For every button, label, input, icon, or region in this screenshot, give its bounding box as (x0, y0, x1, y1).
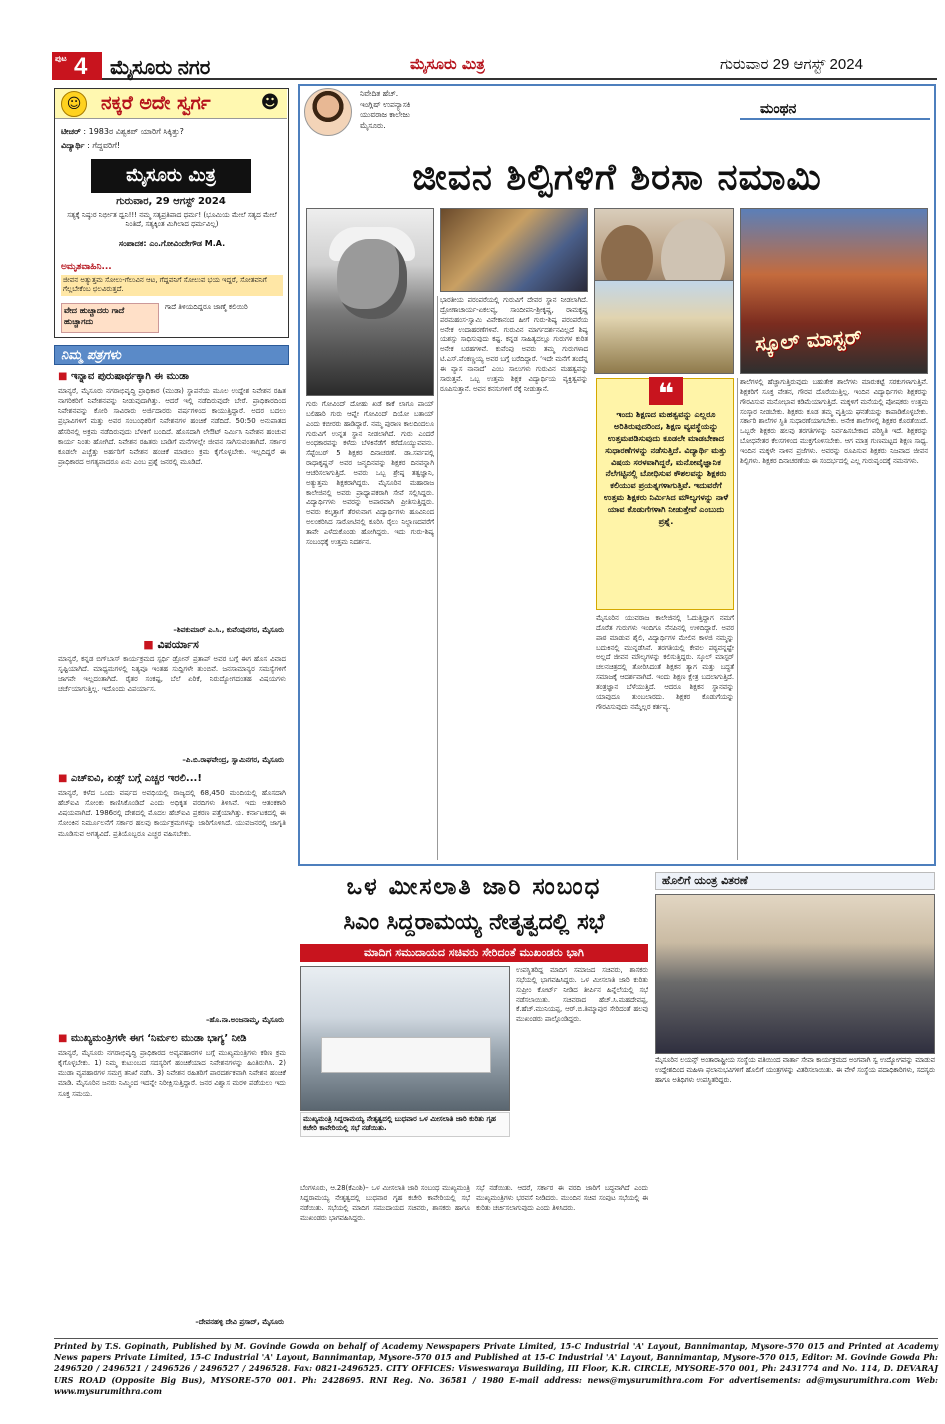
humor-box (54, 88, 289, 338)
column-divider (737, 378, 738, 860)
q-text: 1983ರ ವಿಶ್ವಕಪ್ ಯಾರಿಗೆ ಸಿಕ್ಕಿತ್ತು? (88, 127, 184, 136)
article-column-2: ಭಾರತೀಯ ಪರಂಪರೆಯಲ್ಲಿ ಗುರುವಿಗೆ ದೇವರ ಸ್ಥಾನ ನೀಡಲಾಗಿದೆ. ದ್ರೋಣಾಚಾರ್ಯ-ಏಕಲವ್ಯ, ಸಾಂದೀಪನಿ-ಶ್ರೀಕೃಷ್ಣ, ರಾಮಕೃಷ್ಣ ಪರಮಹಂಸ-ಸ್ವಾಮಿ ವಿವೇಕಾನಂದ ಹೀಗೆ ಗುರು-ಶಿಷ್ಯ ಪರಂಪರೆಯ ಅನೇಕ ಉದಾಹರಣೆಗಳಿವೆ. ಗುರುವಿನ ಮಾರ್ಗದರ್ಶನವಿಲ್ಲದೆ ಶಿಷ್ಯ ಯಶಸ್ಸು ಸಾಧಿಸುವುದು ಕಷ್ಟ. ಕನ್ನಡ ಸಾಹಿತ್ಯದಲ್ಲೂ ಗುರುಗಳ ಕುರಿತ ಅನೇಕ ಬರಹಗಳಿವೆ. ಕುವೆಂಪು ಅವರು ತಮ್ಮ ಗುರುಗಳಾದ ಟಿ.ಎಸ್.ವೆಂಕಣ್ಣಯ್ಯ ಅವರ ಬಗ್ಗೆ ಬರೆದಿದ್ದಾರೆ. ‘ಇದೇ ಮನೆಗೆ ತಂದೆನ್ನ ಈ ವ್ಯಾಸ ನಾನಾದೆ’ ಎಂಬ ಸಾಲುಗಳು ಗುರುವಿನ ಮಹತ್ವವನ್ನು ಸಾರುತ್ತವೆ. ಒಬ್ಬ ಉತ್ತಮ ಶಿಕ್ಷಕ ವಿದ್ಯಾರ್ಥಿಯ ವ್ಯಕ್ತಿತ್ವವನ್ನು ರೂಪಿಸುತ್ತಾನೆ. ಅವನ ಕನಸುಗಳಿಗೆ ರೆಕ್ಕೆ ನೀಡುತ್ತಾನೆ. (440, 296, 588, 393)
article-column-1: ಗುರು ಗೋವಿಂದ್ ದೋಹು ಖಡೆ ಕಾಕೆ ಲಾಗೂ ಪಾಯ್ ಬಲಿಹಾರಿ ಗುರು ಆಪ್ನೇ ಗೋವಿಂದ್ ದಿಯೋ ಬತಾಯ್ ಎಂದು ಕಬೀರರು ಹಾಡಿದ್ದಾರೆ. ನಮ್ಮ ಪುರಾಣ ಕಾಲದಿಂದಲೂ ಗುರುವಿಗೆ ಉನ್ನತ ಸ್ಥಾನ ನೀಡಲಾಗಿದೆ. ಗುರು ಎಂದರೆ ಅಂಧಕಾರವನ್ನು ಕಳೆದು ಬೆಳಕಿನೆಡೆಗೆ ಕರೆದೊಯ್ಯುವವನು. ಸೆಪ್ಟೆಂಬರ್ 5 ಶಿಕ್ಷಕರ ದಿನಾಚರಣೆ. ಡಾ.ಸರ್ವಪಲ್ಲಿ ರಾಧಾಕೃಷ್ಣನ್ ಅವರ ಜನ್ಮದಿನವನ್ನು ಶಿಕ್ಷಕರ ದಿನವನ್ನಾಗಿ ಆಚರಿಸಲಾಗುತ್ತಿದೆ. ಅವರು ಒಬ್ಬ ಶ್ರೇಷ್ಠ ತತ್ವಜ್ಞಾನಿ, ಅತ್ಯುತ್ತಮ ಶಿಕ್ಷಕರಾಗಿದ್ದರು. ಮೈಸೂರಿನ ಮಹಾರಾಜ ಕಾಲೇಜಿನಲ್ಲಿ ಅವರು ಪ್ರಾಧ್ಯಾಪಕರಾಗಿ ಸೇವೆ ಸಲ್ಲಿಸಿದ್ದರು. ವಿದ್ಯಾರ್ಥಿಗಳು ಅವರನ್ನು ಅಪಾರವಾಗಿ ಪ್ರೀತಿಸುತ್ತಿದ್ದರು. ಅವರು ಕಲ್ಕತ್ತಾಗೆ ತೆರಳುವಾಗ ವಿದ್ಯಾರ್ಥಿಗಳು ಹೂವಿನಿಂದ ಅಲಂಕರಿಸಿದ ಸಾರೋಟಿನಲ್ಲಿ ಕೂರಿಸಿ ರೈಲು ನಿಲ್ದಾಣದವರೆಗೆ ತಾವೇ ಎಳೆದುಕೊಂಡು ಹೋಗಿದ್ದರು. ಇದು ಗುರು-ಶಿಷ್ಯ ಸಂಬಂಧಕ್ಕೆ ಉತ್ತಮ ನಿದರ್ಶನ. (306, 400, 434, 546)
article-column-4: ಶಾಲೆಗಳಲ್ಲಿ ಹೆಚ್ಚಾಗುತ್ತಿರುವುದು ಬಹುತೇಕ ಶಾಲೆಗಳು ಮಾರುಕಟ್ಟೆ ಸರಕುಗಳಾಗುತ್ತಿವೆ. ಶಿಕ್ಷಕರಿಗೆ ಸೂಕ್ತ ವೇತನ, ಗೌರವ ದೊರೆಯುತ್ತಿಲ್ಲ. ಇಂದಿನ ವಿದ್ಯಾರ್ಥಿಗಳು ಶಿಕ್ಷಕರನ್ನು ಗೌರವಿಸುವ ಮನೋಭಾವ ಕಡಿಮೆಯಾಗುತ್ತಿದೆ. ಮಕ್ಕಳಿಗೆ ಮನೆಯಲ್ಲಿ ಪೋಷಕರು ಉತ್ತಮ ಸಂಸ್ಕಾರ ನೀಡಬೇಕು. ಶಿಕ್ಷಕರು ಕೂಡ ತಮ್ಮ ವೃತ್ತಿಯ ಘನತೆಯನ್ನು ಕಾಪಾಡಿಕೊಳ್ಳಬೇಕು. ಸರ್ಕಾರಿ ಶಾಲೆಗಳ ಸ್ಥಿತಿ ಸುಧಾರಣೆಯಾಗಬೇಕು. ಅನೇಕ ಶಾಲೆಗಳಲ್ಲಿ ಶಿಕ್ಷಕರ ಕೊರತೆಯಿದೆ. ಒಬ್ಬರೇ ಶಿಕ್ಷಕರು ಹಲವು ತರಗತಿಗಳನ್ನು ನಿರ್ವಹಿಸಬೇಕಾದ ಪರಿಸ್ಥಿತಿ ಇದೆ. ಶಿಕ್ಷಕರನ್ನು ಬೋಧನೇತರ ಕೆಲಸಗಳಿಂದ ಮುಕ್ತಗೊಳಿಸಬೇಕು. ಆಗ ಮಾತ್ರ ಗುಣಮಟ್ಟದ ಶಿಕ್ಷಣ ಸಾಧ್ಯ. ಇಂದಿನ ಮಕ್ಕಳೇ ನಾಳಿನ ಪ್ರಜೆಗಳು. ಅವರನ್ನು ರೂಪಿಸುವ ಶಿಕ್ಷಕರು ನಿಜವಾದ ಜೀವನ ಶಿಲ್ಪಿಗಳು. ಶಿಕ್ಷಕರ ದಿನಾಚರಣೆಯ ಈ ಸಂದರ್ಭದಲ್ಲಿ ಎಲ್ಲ ಗುರುವೃಂದಕ್ಕೆ ನಮನಗಳು. (740, 378, 928, 465)
letter-1-heading: ■ ಇನ್ನಾವ ಪುರುಷಾರ್ಥಕ್ಕಾಗಿ ಈ ಮುಡಾ (58, 370, 286, 384)
masthead: ಮೈಸೂರು ಮಿತ್ರ (410, 55, 485, 73)
story-headline-line-2: ಸಿಎಂ ಸಿದ್ದರಾಮಯ್ಯ ನೇತೃತ್ವದಲ್ಲಿ ಸಭೆ (343, 910, 605, 935)
story-column-c: ಸಭೆ ನಡೆಯಿತು. ಆದರೆ, ಸರ್ಕಾರ ಈ ವರದಿ ಜಾರಿಗೆ ಬದ್ಧವಾಗಿದೆ ಎಂದು ಮುಖ್ಯಮಂತ್ರಿಗಳು ಭರವಸೆ ನೀಡಿದರು. ಮುಂದಿನ ಸಚಿವ ಸಂಪುಟ ಸಭೆಯಲ್ಲಿ ಈ ಕುರಿತು ಚರ್ಚಿಸಲಾಗುವುದು ಎಂದು ತಿಳಿಸಿದರು. (476, 1184, 648, 1212)
letters-section-bar (54, 345, 289, 365)
author-photo (304, 88, 352, 136)
letter-3-body: ಮಾನ್ಯರೆ, ಕಳೆದ ಒಂದು ವರ್ಷದ ಅವಧಿಯಲ್ಲಿ ರಾಜ್ಯದಲ್ಲಿ 68,450 ಮಂದಿಯಲ್ಲಿ ಹೊಸದಾಗಿ ಹೆಚ್‌ಐವಿ ಸೋಂಕು ಕಾಣಿಸಿಕೊಂಡಿದೆ ಎಂದು ಅಧಿಕೃತ ವರದಿಗಳು ತಿಳಿಸಿವೆ. ಇದು ಆತಂಕಕಾರಿ ವಿಷಯವಾಗಿದೆ. 1986ರಲ್ಲಿ ದೇಶದಲ್ಲಿ ಮೊದಲ ಹೆಚ್‌ಐವಿ ಪ್ರಕರಣ ಪತ್ತೆಯಾಗಿತ್ತು. ಕರ್ನಾಟಕದಲ್ಲಿ ಈ ಸೋಂಕಿನ ನಿರ್ಮೂಲನೆಗೆ ಸರ್ಕಾರ ಹಲವು ಕಾರ್ಯಕ್ರಮಗಳನ್ನು ಜಾರಿಗೊಳಿಸಿದೆ. ಯುವಜನರಲ್ಲಿ ಜಾಗೃತಿ ಮೂಡಿಸುವ ಅಗತ್ಯವಿದೆ. ಪ್ರತಿಯೊಬ್ಬರೂ ಎಚ್ಚರ ವಹಿಸಬೇಕು. (58, 789, 286, 838)
a-text: ಗೆದ್ದವರಿಗೆ! (92, 141, 121, 150)
portrait-photo-radhakrishnan (306, 208, 434, 396)
story-headline-line-1: ಒಳ ಮೀಸಲಾತಿ ಜಾರಿ ಸಂಬಂಧ (346, 874, 602, 900)
proverb-box (61, 303, 283, 333)
landscape-film-still (594, 280, 734, 374)
sewing-machine-story-heading: ಹೊಲಿಗೆ ಯಂತ್ರ ವಿತರಣೆ (655, 872, 935, 890)
meeting-photo-caption: ಮುಖ್ಯಮಂತ್ರಿ ಸಿದ್ದರಾಮಯ್ಯ ನೇತೃತ್ವದಲ್ಲಿ ಬುಧವಾರ ಒಳ ಮೀಸಲಾತಿ ಜಾರಿ ಕುರಿತು ಗೃಹ ಕಚೇರಿ ಕಾವೇರಿಯಲ್ಲಿ ಸಭೆ ನಡೆಯಿತು. (300, 1112, 510, 1137)
editor-line: ಸಂಪಾದಕ: ಎಂ.ಗೋವಿಂದೇಗೌಡ M.A. (118, 239, 226, 248)
humor-title: ನಕ್ಕರೆ ಅದೇ ಸ್ವರ್ಗ (101, 92, 211, 114)
guru-disciples-photo (440, 208, 588, 292)
letter-2-signature: –ಪಿ.ಬಿ.ರಾಘವೇಂದ್ರ, ಸ್ವಾಮಿನಗರ, ಮೈಸೂರು (182, 756, 284, 764)
pull-quote-box (596, 378, 734, 610)
author-college: ಯುವರಾಜ ಕಾಲೇಜು (360, 110, 411, 119)
meeting-photo (300, 966, 510, 1111)
humor-title-bar (55, 89, 287, 119)
column-divider (437, 296, 438, 860)
amrutavahini-text: ಜೀವನ ಅತ್ಯುತ್ತಮ ಸೋಲು-ಗೆಲುವಿನ ಆಟ, ಗೆದ್ದವನಿಗೆ ಸೋಲುವ ಭಯ ಇದ್ದರೆ, ಸೋತವನಿಗೆ ಗೆಲ್ಲಬೇಕೆಂಬ ಛಲವಿರುತ್ತದೆ. (61, 275, 283, 296)
story-subheadline: ಮಾದಿಗ ಸಮುದಾಯದ ಸಚಿವರು ಸೇರಿದಂತೆ ಮುಖಂಡರು ಭಾಗಿ (300, 944, 648, 962)
joke-answer: ವಿದ್ಯಾರ್ಥಿ : ಗೆದ್ದವರಿಗೆ! (61, 141, 121, 150)
newspaper-logo: ಮೈಸೂರು ಮಿತ್ರ (91, 159, 251, 193)
issue-date: ಗುರುವಾರ 29 ಆಗಸ್ಟ್ 2024 (720, 56, 863, 73)
box-date: ಗುರುವಾರ, 29 ಆಗಸ್ಟ್ 2024 (116, 196, 226, 207)
cartoon-figure-icon: ☻ (260, 92, 280, 113)
letter-3-signature: –ಹೊ.ನಾ.ಅಂಜನಾಮ್ಮ, ಮೈಸೂರು (205, 1016, 284, 1024)
amrutavahini-heading: ಅಮೃತವಾಹಿನಿ... (61, 262, 112, 272)
sewing-machine-group-photo (655, 894, 935, 1054)
meeting-table (321, 1037, 491, 1073)
sewing-machine-caption: ಮೈಸೂರಿನ ಲಯನ್ಸ್ ಅಂತಾರಾಷ್ಟ್ರೀಯ ಸಂಸ್ಥೆಯ ವತಿಯಿಂದ ವಾರ್ತಾ ಸೇವಾ ಕಾರ್ಯಕ್ರಮದ ಅಂಗವಾಗಿ ಸ್ವ ಉದ್ಯೋಗವನ್ನು ಮಾಡುವ ಉದ್ದೇಶದಿಂದ ಮಹಿಳಾ ಫಲಾನುಭವಿಗಳಿಗೆ ಹೊಲಿಗೆ ಯಂತ್ರಗಳನ್ನು ವಿತರಿಸಲಾಯಿತು. ಈ ವೇಳೆ ಸಂಸ್ಥೆಯ ಪದಾಧಿಕಾರಿಗಳು, ಸದಸ್ಯರು ಹಾಗೂ ಅತಿಥಿಗಳು ಉಪಸ್ಥಿತರಿದ್ದರು. (655, 1056, 935, 1084)
letter-4-body: ಮಾನ್ಯರೆ, ಮೈಸೂರು ನಗರಾಭಿವೃದ್ಧಿ ಪ್ರಾಧಿಕಾರದ ಅವ್ಯವಹಾರಗಳ ಬಗ್ಗೆ ಮುಖ್ಯಮಂತ್ರಿಗಳು ಕಠಿಣ ಕ್ರಮ ಕೈಗೊಳ್ಳಬೇಕು. 1) ನಿಮ್ಮ ಕುಟುಂಬದ ಸದಸ್ಯರಿಗೆ ಹಂಚಿಕೆಯಾದ ನಿವೇಶನಗಳನ್ನು ಹಿಂತಿರುಗಿಸಿ. 2) ಮುಡಾ ವ್ಯವಹಾರಗಳ ಸಮಗ್ರ ತನಿಖೆ ನಡೆಸಿ. 3) ನಿವೇಶನ ರಹಿತರಿಗೆ ಪಾರದರ್ಶಕವಾಗಿ ನಿವೇಶನ ಹಂಚಿಕೆ ಮಾಡಿ. ಮೈಸೂರಿನ ಜನರು ನಿಮ್ಮಿಂದ ಇದನ್ನೇ ನಿರೀಕ್ಷಿಸುತ್ತಿದ್ದಾರೆ. ಜನರ ವಿಶ್ವಾಸ ಮರಳಿ ಪಡೆಯಲು ಇದು ಸೂಕ್ತ ಸಮಯ. (58, 1049, 286, 1098)
column-label: ಮಂಥನ (760, 101, 797, 117)
article-headline: ಜೀವನ ಶಿಲ್ಪಿಗಳಿಗೆ ಶಿರಸಾ ನಮಾಮಿ (412, 157, 822, 198)
page-number-box (52, 52, 102, 80)
story-column-b: ಬೆಂಗಳೂರು, ಆ.28(ಕೆಎಂಶಿ)– ಒಳ ಮೀಸಲಾತಿ ಜಾರಿ ಸಂಬಂಧ ಮುಖ್ಯಮಂತ್ರಿ ಸಿದ್ದರಾಮಯ್ಯ ನೇತೃತ್ವದಲ್ಲಿ ಬುಧವಾರ ಗೃಹ ಕಚೇರಿ ಕಾವೇರಿಯಲ್ಲಿ ಸಭೆ ನಡೆಯಿತು. ಸಭೆಯಲ್ಲಿ ಮಾದಿಗ ಸಮುದಾಯದ ಸಚಿವರು, ಶಾಸಕರು ಹಾಗೂ ಮುಖಂಡರು ಭಾಗವಹಿಸಿದ್ದರು. (300, 1184, 470, 1222)
pull-quote-text: ಇಂದು ಶಿಕ್ಷಣದ ಮಹತ್ವವನ್ನು ಎಲ್ಲರೂ ಅರಿತಿರುವುದರಿಂದ, ಶಿಕ್ಷಣ ವ್ಯವಸ್ಥೆಯನ್ನು ಉತ್ತಮಪಡಿಸುವುದು ಕೂಡಲೇ ಮಾಡಬೇಕಾದ ಸುಧಾರಣೆಗಳನ್ನು ನಡೆಸುತ್ತಿದೆ. ವಿದ್ಯಾರ್ಥಿ ಮತ್ತು ವಿಷಯ ಸರಳವಾಗಿದ್ದರೆ, ಮನೋವೈಜ್ಞಾನಿಕ ನೆಲೆಗಟ್ಟಿನಲ್ಲಿ ಬೋಧಿಸುವ ಕೌಶಲವನ್ನು ಶಿಕ್ಷಕರು ಕಲಿಯುವ ಪ್ರಯತ್ನಗಳಾಗುತ್ತಿವೆ. ಇದುವರೆಗೆ ಉತ್ತಮ ಶಿಕ್ಷಕರು ನಿರ್ಮಿಸಿದ ಮೌಲ್ಯಗಳನ್ನು ನಾಳೆ ಯಾವ ಕೊಡುಗೆಗಳಾಗಿ ನೀಡುತ್ತೇವೆ ಎಂಬುದು ಪ್ರಶ್ನೆ. (603, 409, 729, 527)
letter-1-signature: –ಶಿವಕುಮಾರ್ ಎ.ಸಿ., ಕುವೆಂಪುನಗರ, ಮೈಸೂರು (173, 626, 284, 634)
author-byline (360, 89, 410, 131)
story-column-a: ಉಪಸ್ಥಿತರಿದ್ದ ಮಾದಿಗ ಸಮಾಜದ ಸಚಿವರು, ಶಾಸಕರು ಸಭೆಯಲ್ಲಿ ಭಾಗವಹಿಸಿದ್ದರು. ಒಳ ಮೀಸಲಾತಿ ಜಾರಿ ಕುರಿತು ಸುಪ್ರೀಂ ಕೋರ್ಟ್ ನೀಡಿದ ತೀರ್ಪಿನ ಹಿನ್ನೆಲೆಯಲ್ಲಿ ಸಭೆ ನಡೆಸಲಾಯಿತು. ಸಚಿವರಾದ ಹೆಚ್.ಸಿ.ಮಹದೇವಪ್ಪ, ಕೆ.ಹೆಚ್.ಮುನಿಯಪ್ಪ, ಆರ್.ಬಿ.ತಿಮ್ಮಾಪುರ ಸೇರಿದಂತೆ ಹಲವು ಮುಖಂಡರು ಪಾಲ್ಗೊಂಡಿದ್ದರು. (516, 966, 648, 1024)
joke-question: ಟೀಚರ್ : 1983ರ ವಿಶ್ವಕಪ್ ಯಾರಿಗೆ ಸಿಕ್ಕಿತ್ತು? (61, 127, 184, 136)
letter-3-heading: ■ ಎಚ್‌ಐವಿ, ಏಡ್ಸ್ ಬಗ್ಗೆ ಎಚ್ಚರ ಇರಲಿ...! (58, 772, 286, 786)
film-poster-photo (740, 208, 928, 374)
motto: ಸತ್ಯಕ್ಕೆ ನಿಷ್ಠುರ ನಿರ್ಭೀತ ಧ್ವನಿ!!! ನಮ್ಮ ಸತ್ಯಪ್ರತಿಪಾದ ಧರ್ಮ! (ಭೂಮಿಯ ಮೇಲೆ ಸತ್ಯದ ಮೇಲೆ ನಿಂತಿದೆ, ಸತ್ಯಕ್ಕಿಂತ ಮಿಗಿಲಾದ ಧರ್ಮವಿಲ್ಲ) (67, 211, 277, 229)
proverb: ವೇದ ಹುಚ್ಚಾದರು ಗಾದೆ ಹುಚ್ಚಾಗದು (61, 303, 159, 333)
face-shape (337, 239, 407, 319)
a-label: ವಿದ್ಯಾರ್ಥಿ (61, 141, 85, 150)
page-label: ಪುಟ (55, 54, 67, 63)
letter-4-signature: –ದೇವನಹಳ್ಳಿ ದೇವಿ ಪ್ರಸಾದ್, ಮೈಸೂರು (195, 1318, 284, 1326)
letters-section-title: ನಿಮ್ಮ ಪತ್ರಗಳು (61, 348, 121, 363)
letter-2-body: ಮಾನ್ಯರೆ, ಕನ್ನಡ ಬಿಗ್‌ಬಾಸ್ ಕಾರ್ಯಕ್ರಮದ ಸ್ಪರ್ಧಿ ಡ್ರೋನ್ ಪ್ರತಾಪ್ ಅವರ ಬಗ್ಗೆ ಈಗ ಹೊಸ ವಿವಾದ ಸೃಷ್ಟಿಯಾಗಿದೆ. ಮಾಧ್ಯಮಗಳಲ್ಲಿ ನಿತ್ಯವೂ ಇಂತಹ ಸುದ್ದಿಗಳೇ ತುಂಬಿವೆ. ಜನಸಾಮಾನ್ಯರ ಸಮಸ್ಯೆಗಳಿಗೆ ಜಾಗವೇ ಇಲ್ಲದಂತಾಗಿದೆ. ರೈತರ ಸಂಕಷ್ಟ, ಬೆಲೆ ಏರಿಕೆ, ನಿರುದ್ಯೋಗದಂತಹ ವಿಷಯಗಳು ಚರ್ಚೆಯಾಗುತ್ತಿಲ್ಲ. ಇದೊಂದು ವಿಪರ್ಯಾಸ. (58, 655, 286, 694)
letter-4-heading: ■ ಮುಖ್ಯಮಂತ್ರಿಗಳೇ ಈಗ ‘ನಿರ್ಮಲ ಮುಡಾ ಭಾಗ್ಯ’ ನೀಡಿ (58, 1032, 286, 1046)
section-title: ಮೈಸೂರು ನಗರ (110, 57, 211, 79)
quote-mark-icon: ❝ (649, 377, 683, 405)
film-title-logo: ಸ್ಕೂಲ್ ಮಾಸ್ಟರ್ (754, 324, 863, 356)
imprint-footer: Printed by T.S. Gopinath, Published by M. Govinde Gowda on behalf of Academy Newspapers Private Limited, 15-C Industrial 'A' Layout, Bannimantap, Mysore-570 015 and Printed at Academy News papers Private Limited, 15-C Industrial 'A' Layout, Bannimantap, Mysore-570 015 and Published at 15-C Industrial 'A' Layout, Bannimantap, Mysore-570 015, Editor: M. Govinde Gowda Ph: 2496520 / 2496521 / 2496526 / 2496527 / 2496528. Fax: 0821-2496525. CITY OFFICES: Visweswaraya Building, III Floor, K.R. CIRCLE, MYSORE-570 001, Ph: 2431774 and No. 114, D. DEVARAJ URS ROAD (Opposite Big Bus), MYSORE-570 001. Ph: 2428695. RNI Reg. No. 36581 / 1980 E-mail address: news@mysurumithra.com For advertisements: ad@mysurumithra.com Web: www.mysurumithra.com (54, 1338, 938, 1397)
column-label-rule (740, 118, 930, 120)
page-number: 4 (74, 53, 88, 80)
q-label: ಟೀಚರ್ (61, 127, 81, 136)
author-city: ಮೈಸೂರು. (360, 120, 386, 130)
article-column-3: ಮೈಸೂರಿನ ಯುವರಾಜ ಕಾಲೇಜಿನಲ್ಲಿ ಓದುತ್ತಿದ್ದಾಗ ನಮಗೆ ದೊರೆತ ಗುರುಗಳು ಇಂದಿಗೂ ನೆನಪಿನಲ್ಲಿ ಉಳಿದಿದ್ದಾರೆ. ಅವರ ಪಾಠ ಮಾಡುವ ಶೈಲಿ, ವಿದ್ಯಾರ್ಥಿಗಳ ಮೇಲಿನ ಕಾಳಜಿ ನಮ್ಮನ್ನು ಬದುಕಿನಲ್ಲಿ ಮುನ್ನಡೆಸಿವೆ. ತರಗತಿಯಲ್ಲಿ ಕೇವಲ ಪಠ್ಯವನ್ನಷ್ಟೇ ಅಲ್ಲದೆ ಜೀವನ ಮೌಲ್ಯಗಳನ್ನು ಕಲಿಸುತ್ತಿದ್ದರು. ಸ್ಕೂಲ್ ಮಾಸ್ಟರ್ ಚಲನಚಿತ್ರದಲ್ಲಿ ತೋರಿಸಿದಂತೆ ಶಿಕ್ಷಕನ ತ್ಯಾಗ ಮತ್ತು ಬದ್ಧತೆ ಸಮಾಜಕ್ಕೆ ಆದರ್ಶವಾಗಿದೆ. ಇಂದು ಶಿಕ್ಷಣ ಕ್ಷೇತ್ರ ಬದಲಾಗುತ್ತಿದೆ. ತಂತ್ರಜ್ಞಾನ ಬೆಳೆಯುತ್ತಿದೆ. ಆದರೂ ಶಿಕ್ಷಕನ ಸ್ಥಾನವನ್ನು ಯಾವುದೂ ತುಂಬಲಾರದು. ಶಿಕ್ಷಕರ ಕೊಡುಗೆಯನ್ನು ಗೌರವಿಸುವುದು ನಮ್ಮೆಲ್ಲರ ಕರ್ತವ್ಯ. (596, 614, 734, 711)
letter-1-body: ಮಾನ್ಯರೆ, ಮೈಸೂರು ನಗರಾಭಿವೃದ್ಧಿ ಪ್ರಾಧಿಕಾರ (ಮುಡಾ) ಸ್ಥಾಪನೆಯ ಮೂಲ ಉದ್ದೇಶ ನಿವೇಶನ ರಹಿತ ನಾಗರಿಕರಿಗೆ ನಿವೇಶನವನ್ನು ನೀಡುವುದಾಗಿತ್ತು. ಆದರೆ ಇಲ್ಲಿ ನಡೆದಿರುವುದೇ ಬೇರೆ. ಪ್ರಾಧಿಕಾರದಿಂದ ನಿವೇಶನವನ್ನು ಕೋರಿ ಸಾವಿರಾರು ಅರ್ಜಿದಾರರು ವರ್ಷಗಳಿಂದ ಕಾಯುತ್ತಿದ್ದಾರೆ. ಅದರ ಬದಲು ಪ್ರಭಾವಿಗಳಿಗೆ ಮತ್ತು ಅವರ ಸಂಬಂಧಿಕರಿಗೆ ನಿವೇಶನಗಳ ಹಂಚಿಕೆ ನಡೆದಿದೆ. 50:50 ಅನುಪಾತದ ಹೆಸರಿನಲ್ಲಿ ಅಕ್ರಮ ನಡೆದಿರುವುದು ಬೆಳಕಿಗೆ ಬಂದಿದೆ. ಹೊಸದಾಗಿ ಲೇಔಟ್ ನಿರ್ಮಿಸಿ ನಿವೇಶನ ಹಂಚುವ ಕಾರ್ಯ ನಿಂತು ಹೋಗಿದೆ. ನಿವೇಶನ ರಹಿತರು ಬಾಡಿಗೆ ಮನೆಗಳಲ್ಲೇ ಜೀವನ ಸಾಗಿಸುವಂತಾಗಿದೆ. ಸರ್ಕಾರ ಕೂಡಲೇ ಎಚ್ಚೆತ್ತು ಅರ್ಹರಿಗೆ ನಿವೇಶನ ಹಂಚಿಕೆ ಮಾಡಲು ಕ್ರಮ ಕೈಗೊಳ್ಳಬೇಕು. ಇಲ್ಲದಿದ್ದರೆ ಈ ಪ್ರಾಧಿಕಾರದ ಅಗತ್ಯವಾದರೂ ಏನು ಎಂಬ ಪ್ರಶ್ನೆ ಜನರಲ್ಲಿ ಮೂಡಿದೆ. (58, 387, 286, 466)
author-role: ಇಂಗ್ಲಿಷ್ ಉಪನ್ಯಾಸಕಿ (360, 99, 411, 109)
proverb-note: ಗಾದೆ ತಿಳಿಯದಿದ್ದರೂ ಜಾಣ್ಮೆ ಕಲಿಯಿರಿ (165, 303, 248, 311)
letter-2-heading: ■ ವಿಪರ್ಯಾಸ (58, 638, 284, 653)
laughing-face-icon: ☺ (61, 91, 87, 117)
author-name: ನಿವೇದಿತ ಹೆಚ್. (360, 89, 399, 98)
